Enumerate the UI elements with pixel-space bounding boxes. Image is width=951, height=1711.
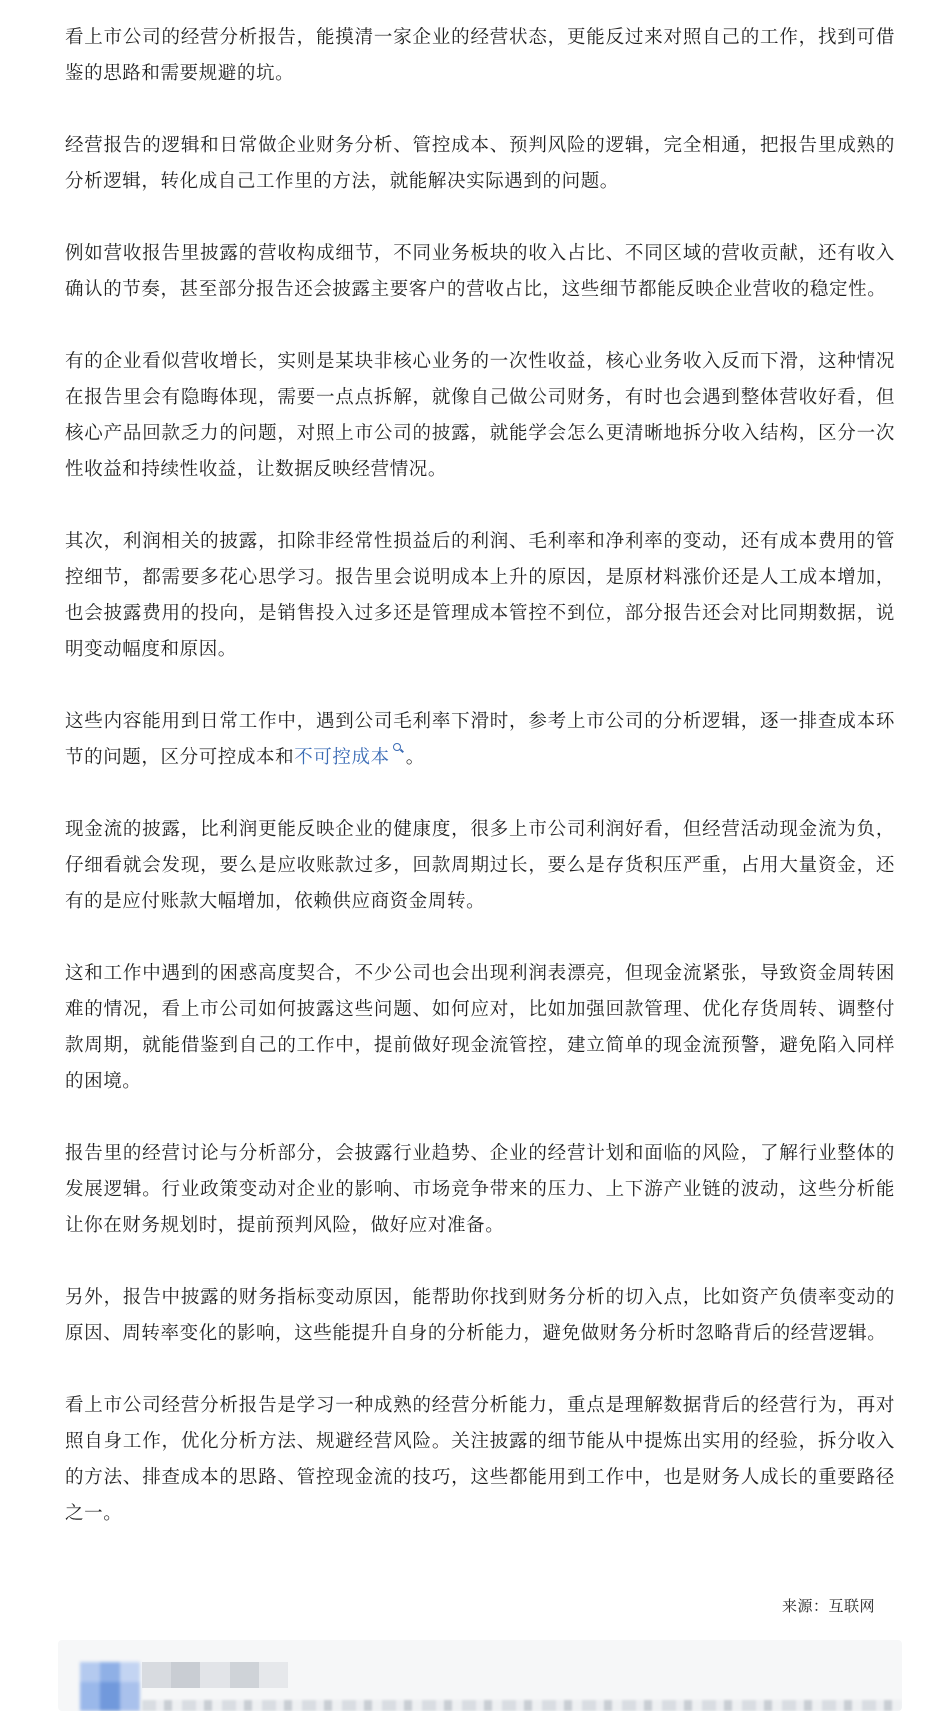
article-paragraph: 看上市公司的经营分析报告，能摸清一家企业的经营状态，更能反过来对照自己的工作，找到可借鉴的思路和需要规避的坑。 — [65, 27, 895, 84]
author-bio-blurred — [142, 1700, 902, 1711]
paragraph-text: 这些内容能用到日常工作中，遇到公司毛利率下滑时，参考上市公司的分析逻辑，逐一排查成本环节的问题，区分可控成本和 — [65, 711, 895, 768]
article-paragraph: 现金流的披露，比利润更能反映企业的健康度，很多上市公司利润好看，但经营活动现金流为负，仔细看就会发现，要么是应收账款过多，回款周期过长，要么是存货积压严重，占用大量资金，还有的是应付账款大幅增加，依赖供应商资金周转。 — [65, 819, 895, 912]
article-paragraph: 例如营收报告里披露的营收构成细节，不同业务板块的收入占比、不同区域的营收贡献，还有收入确认的节奏，甚至部分报告还会披露主要客户的营收占比，这些细节都能反映企业营收的稳定性。 — [65, 243, 895, 300]
keyword-link-label: 不可控成本 — [294, 747, 390, 768]
article-paragraph: 有的企业看似营收增长，实则是某块非核心业务的一次性收益，核心业务收入反而下滑，这种情况在报告里会有隐晦体现，需要一点点拆解，就像自己做公司财务，有时也会遇到整体营收好看，但核心产品回款乏力的问题，对照上市公司的披露，就能学会怎么更清晰地拆分收入结构，区分一次性收益和持续性收益，让数据反映经营情况。 — [65, 351, 895, 480]
article-paragraph: 经营报告的逻辑和日常做企业财务分析、管控成本、预判风险的逻辑，完全相通，把报告里成熟的分析逻辑，转化成自己工作里的方法，就能解决实际遇到的问题。 — [65, 135, 895, 192]
article-paragraph: 看上市公司经营分析报告是学习一种成熟的经营分析能力，重点是理解数据背后的经营行为，再对照自身工作，优化分析方法、规避经营风险。关注披露的细节能从中提炼出实用的经验，拆分收入的方法、排查成本的思路、管控现金流的技巧，这些都能用到工作中，也是财务人成长的重要路径之一。 — [65, 1395, 895, 1524]
article-paragraph: 这和工作中遇到的困惑高度契合，不少公司也会出现利润表漂亮，但现金流紧张，导致资金周转困难的情况，看上市公司如何披露这些问题、如何应对，比如加强回款管理、优化存货周转、调整付款周期，就能借鉴到自己的工作中，提前做好现金流管控，建立简单的现金流预警，避免陷入同样的困境。 — [65, 963, 895, 1092]
article-paragraph: 其次，利润相关的披露，扣除非经常性损益后的利润、毛利率和净利率的变动，还有成本费用的管控细节，都需要多花心思学习。报告里会说明成本上升的原因，是原材料涨价还是人工成本增加，也会披露费用的投向，是销售投入过多还是管理成本管控不到位，部分报告还会对比同期数据，说明变动幅度和原因。 — [65, 531, 895, 660]
article-paragraph: 另外，报告中披露的财务指标变动原因，能帮助你找到财务分析的切入点，比如资产负债率变动的原因、周转率变化的影响，这些能提升自身的分析能力，避免做财务分析时忽略背后的经营逻辑。 — [65, 1287, 895, 1344]
article-paragraph: 报告里的经营讨论与分析部分，会披露行业趋势、企业的经营计划和面临的风险，了解行业整体的发展逻辑。行业政策变动对企业的影响、市场竞争带来的压力、上下游产业链的波动，这些分析能让你在财务规划时，提前预判风险，做好应对准备。 — [65, 1143, 895, 1236]
author-name-blurred — [142, 1662, 288, 1688]
source-attribution: 来源：互联网 — [781, 1597, 875, 1615]
avatar — [80, 1662, 140, 1711]
article-body — [65, 20, 895, 1532]
author-card-blurred[interactable] — [58, 1640, 902, 1711]
article-paragraph-with-link — [65, 704, 895, 776]
search-icon — [393, 743, 401, 751]
paragraph-text: 。 — [405, 747, 425, 768]
keyword-link-uncontrollable-cost[interactable] — [294, 747, 406, 768]
